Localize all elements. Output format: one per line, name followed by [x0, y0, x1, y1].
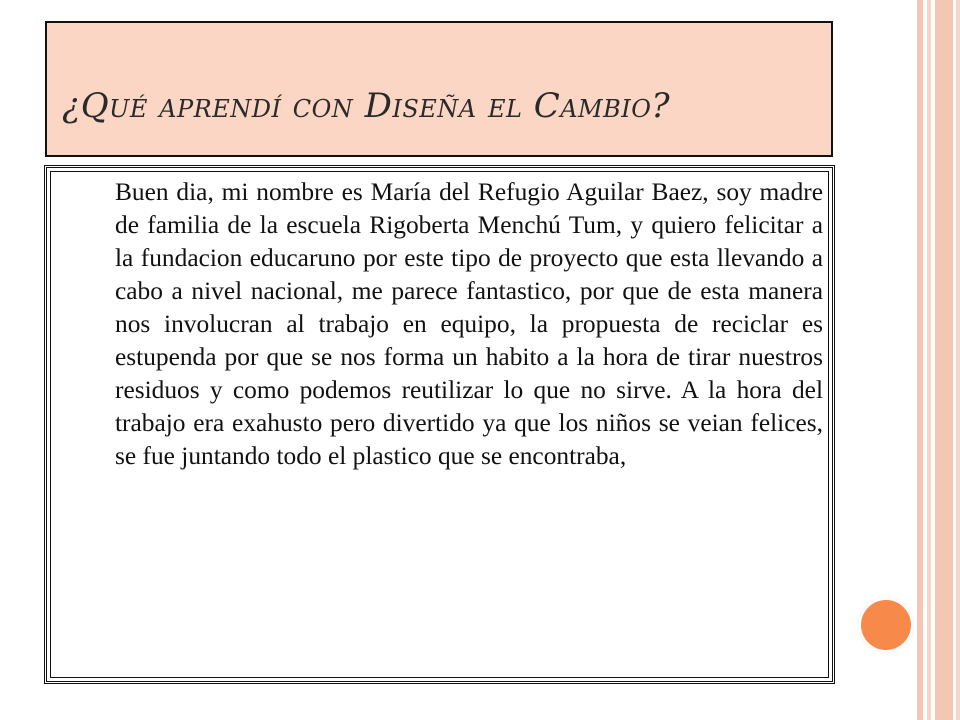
accent-circle	[858, 597, 914, 653]
decorative-stripe	[956, 0, 960, 720]
decorative-stripe	[927, 0, 931, 720]
decorative-stripe	[917, 0, 923, 720]
slide-body-text: Buen dia, mi nombre es María del Refugio Aguilar Baez, soy madre de familia de la escuela Rigoberta Menchú Tum, y quiero felicitar a la fundacion educaruno por este tipo de proyecto que esta llevando a cabo a nivel nacional, me parece fantastico, por que de esta manera nos involucran al trabajo en equipo, la propuesta de reciclar es estupenda por que se nos forma un habito a la hora de tirar nuestros residuos y como podemos reutilizar lo que no sirve. A la hora del trabajo era exahusto pero divertido ya que los niños se veian felices, se fue juntando todo el plastico que se encontraba,	[115, 178, 823, 470]
slide-title: ¿Qué aprendí con Diseña el Cambio?	[62, 86, 671, 126]
decorative-stripe	[935, 0, 953, 720]
